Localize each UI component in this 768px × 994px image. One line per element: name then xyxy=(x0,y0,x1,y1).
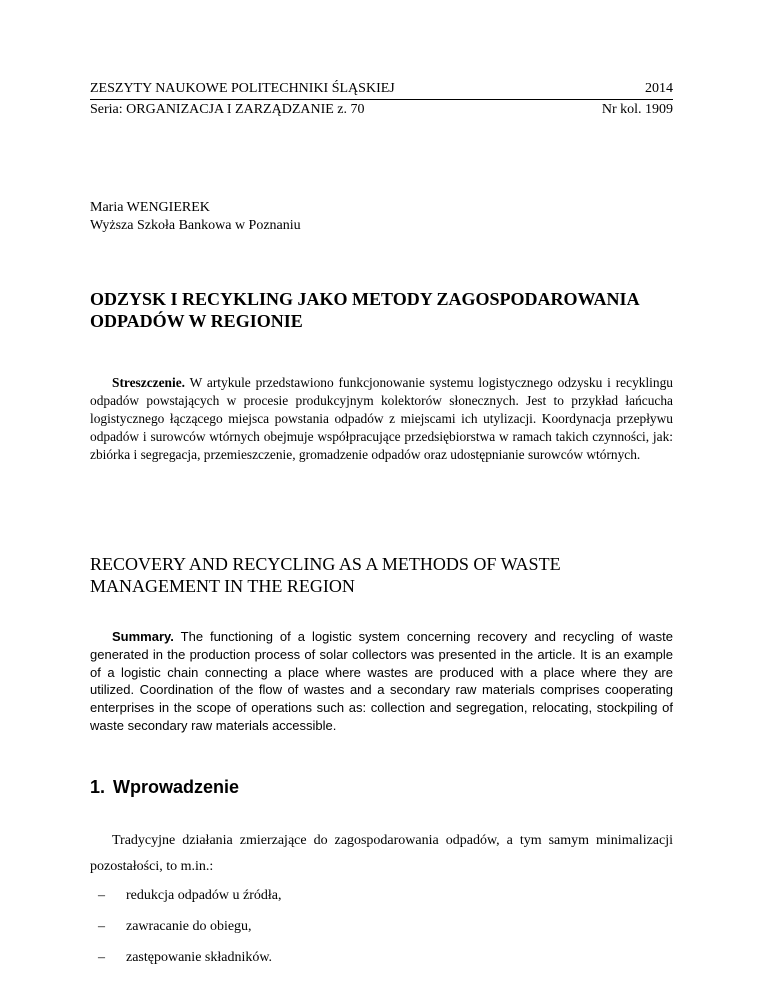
abstract-polish-text: W artykule przedstawiono funkcjonowanie systemu logistycznego odzysku i recyklingu odpadów powstających w procesie produkcyjnym kolektorów słonecznych. Jest to przykład łańcucha logistycznego łączącego miejsca powstania odpadów z miejscami ich utylizacji. Koordynacja przepływu odpadów i surowców wtórnych obejmuje współpracujące przedsiębiorstwa w ramach takich czynności, jak: zbiórka i segregacja, przemieszczenie, gromadzenie odpadów oraz udostępnianie surowców wtórnych. xyxy=(90,375,673,462)
journal-issue: Nr kol. 1909 xyxy=(601,102,673,117)
author-block xyxy=(90,199,301,235)
list-dash: – xyxy=(98,888,105,903)
journal-header xyxy=(90,80,673,119)
author-affiliation: Wyższa Szkoła Bankowa w Poznaniu xyxy=(90,218,301,233)
abstract-english xyxy=(90,628,673,735)
list-item xyxy=(98,942,282,973)
author-name: Maria WENGIEREK xyxy=(90,200,210,215)
abstract-polish xyxy=(90,374,673,464)
section-heading xyxy=(90,777,239,798)
title-polish: ODZYSK I RECYKLING JAKO METODY ZAGOSPODAROWANIA ODPADÓW W REGIONIE xyxy=(90,289,639,331)
journal-year: 2014 xyxy=(645,81,673,96)
list-item xyxy=(98,911,282,942)
section-title: Wprowadzenie xyxy=(113,777,240,797)
title-english: RECOVERY AND RECYCLING AS A METHODS OF WASTE MANAGEMENT IN THE REGION xyxy=(90,554,561,596)
abstract-english-text: The functioning of a logistic system concerning recovery and recycling of waste generated in the production process of solar collectors was presented in the article. It is an example of a logistic chain connecting a place where wastes are produced with a place where they are utilized. Coordination of the flow of wastes and a secondary raw materials comprises cooperating enterprises in the scope of operations such as: collection and segregation, relocating, stockpiling of waste secondary raw materials accessible. xyxy=(90,629,673,733)
list-dash: – xyxy=(98,950,105,965)
abstract-polish-lead: Streszczenie. xyxy=(112,375,185,390)
list-item xyxy=(98,880,282,911)
list-dash: – xyxy=(98,919,105,934)
abstract-english-lead: Summary. xyxy=(112,629,174,644)
section-number: 1. xyxy=(90,777,106,797)
bullet-list xyxy=(98,880,282,973)
list-item-text: zawracanie do obiegu, xyxy=(126,919,252,934)
list-item-text: redukcja odpadów u źródła, xyxy=(126,888,282,903)
journal-name: ZESZYTY NAUKOWE POLITECHNIKI ŚLĄSKIEJ xyxy=(90,81,395,96)
intro-paragraph: Tradycyjne działania zmierzające do zagospodarowania odpadów, a tym samym minimalizacji pozostałości, to m.in.: xyxy=(90,833,673,874)
journal-series: Seria: ORGANIZACJA I ZARZĄDZANIE z. 70 xyxy=(90,102,365,117)
list-item-text: zastępowanie składników. xyxy=(126,950,273,965)
